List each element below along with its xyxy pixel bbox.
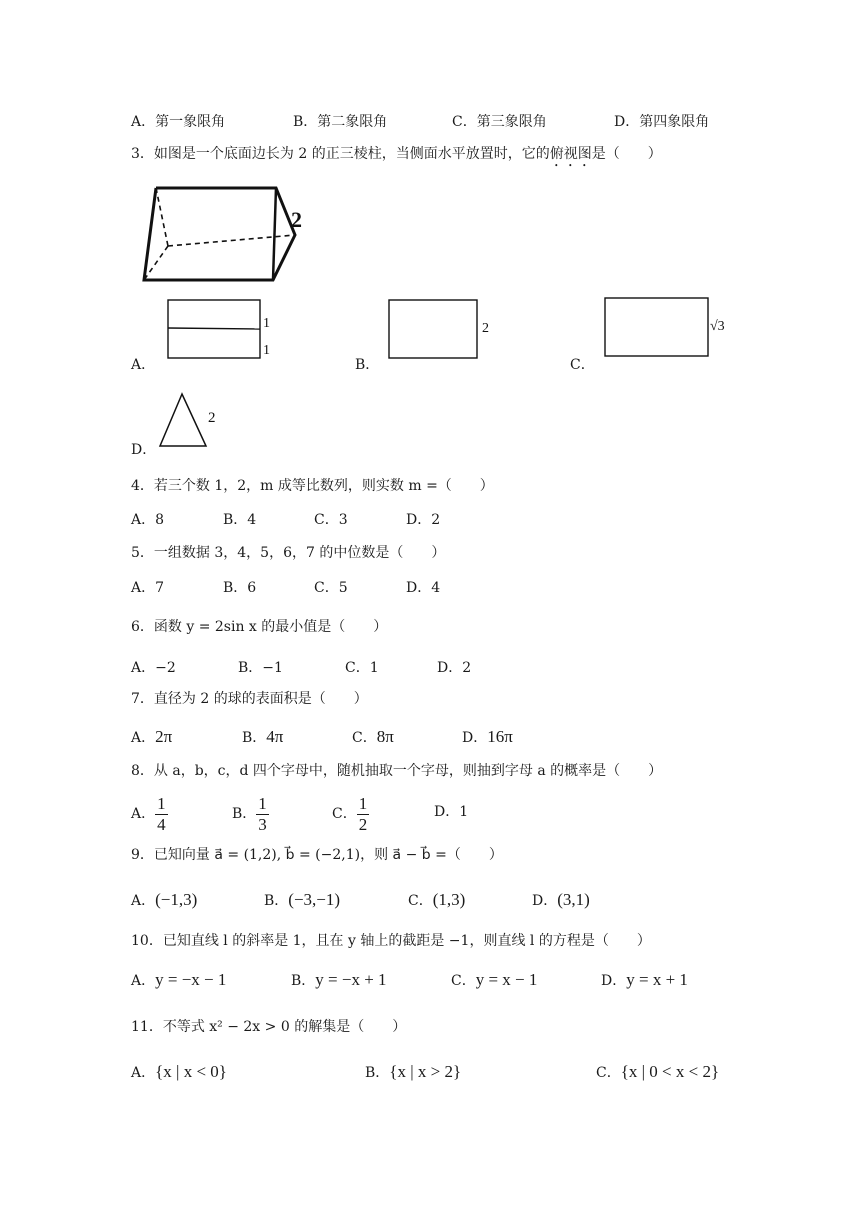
q7-option-b: B．4π: [242, 727, 284, 746]
q3-option-d-label: 2: [208, 410, 216, 426]
q10-option-a: A．y = −x − 1: [131, 970, 227, 989]
q7-stem: 7．直径为 2 的球的表面积是（ ）: [131, 691, 368, 707]
q10-stem: 10．已知直线 l 的斜率是 1，且在 y 轴上的截距是 −1，则直线 l 的方程是（ ）: [131, 933, 651, 949]
q4-option-c: C．3: [314, 512, 348, 528]
q4-option-b: B．4: [223, 512, 257, 528]
q9-option-a: A．(−1,3): [131, 890, 198, 909]
q3-option-c-label: √3: [710, 319, 725, 334]
q5-stem: 5．一组数据 3，4，5，6，7 的中位数是（ ）: [131, 545, 446, 561]
q11-option-c: C．{x | 0 < x < 2}: [596, 1062, 720, 1081]
q10-option-c: C．y = x − 1: [451, 970, 538, 989]
q6-option-d: D．2: [437, 660, 472, 676]
q7-option-d: D．16π: [462, 727, 513, 746]
prism-edge-label: 2: [291, 207, 302, 232]
q3-option-a-label-2: 1: [263, 343, 270, 358]
q11-stem: 11．不等式 x² − 2x > 0 的解集是（ ）: [131, 1019, 407, 1035]
q3-option-b-letter: B．: [355, 357, 380, 373]
q11-option-b: B．{x | x > 2}: [365, 1062, 462, 1081]
q4-option-d: D．2: [406, 512, 441, 528]
q9-option-b: B．(−3,−1): [264, 890, 341, 909]
q9-option-c: C．(1,3): [408, 890, 466, 909]
q3-option-d-letter: D．: [131, 442, 157, 458]
q5-option-d: D．4: [406, 580, 441, 596]
q9-stem: 9．已知向量 a⃗ = (1,2), b⃗ = (−2,1)，则 a⃗ − b⃗ =（ ）: [131, 847, 503, 863]
q4-option-a: A．8: [131, 512, 165, 528]
q6-option-b: B．−1: [238, 660, 283, 676]
q10-option-d: D．y = x + 1: [601, 970, 688, 989]
q3-option-d-figure: [152, 390, 227, 452]
q8-option-c: C． $\frac{1}{2}$: [332, 793, 368, 834]
q2-option-b: B．第二象限角: [293, 114, 388, 130]
q8-option-a: A． $\frac{1}{4}$: [131, 793, 166, 834]
q3-option-a-figure: [165, 297, 275, 363]
q3-option-b-label: 2: [482, 321, 489, 336]
q8-option-b: B． $\frac{1}{3}$: [232, 793, 267, 834]
q7-option-a: A．2π: [131, 727, 173, 746]
q5-option-b: B．6: [223, 580, 257, 596]
q3-option-a-label-1: 1: [263, 316, 270, 331]
q3-option-c-letter: C．: [570, 357, 595, 373]
q2-option-d: D．第四象限角: [614, 114, 710, 130]
q2-option-c: C．第三象限角: [452, 114, 547, 130]
q3-dotted-term: 俯视图: [549, 146, 592, 162]
q10-option-b: B．y = −x + 1: [291, 970, 387, 989]
q9-option-d: D．(3,1): [532, 890, 590, 909]
q2-option-a: A．第一象限角: [131, 114, 226, 130]
q8-option-d: D．1: [434, 804, 469, 820]
q3-stem: 3．如图是一个底面边长为 2 的正三棱柱，当侧面水平放置时，它的俯视图是（ ）: [131, 146, 662, 162]
q3-option-c-figure: [600, 292, 735, 362]
q4-stem: 4．若三个数 1，2，m 成等比数列，则实数 m =（ ）: [131, 478, 494, 494]
q7-option-c: C．8π: [352, 727, 394, 746]
q6-stem: 6．函数 y = 2sin x 的最小值是（ ）: [131, 619, 388, 635]
q8-stem: 8．从 a，b，c，d 四个字母中，随机抽取一个字母，则抽到字母 a 的概率是（ ）: [131, 763, 663, 779]
q3-option-a-letter: A．: [131, 357, 156, 373]
q5-option-c: C．5: [314, 580, 348, 596]
q6-option-c: C．1: [345, 660, 379, 676]
q6-option-a: A．−2: [131, 660, 176, 676]
q11-option-a: A．{x | x < 0}: [131, 1062, 227, 1081]
q5-option-a: A．7: [131, 580, 165, 596]
q3-option-b-figure: [384, 296, 496, 364]
prism-figure: [130, 178, 310, 286]
